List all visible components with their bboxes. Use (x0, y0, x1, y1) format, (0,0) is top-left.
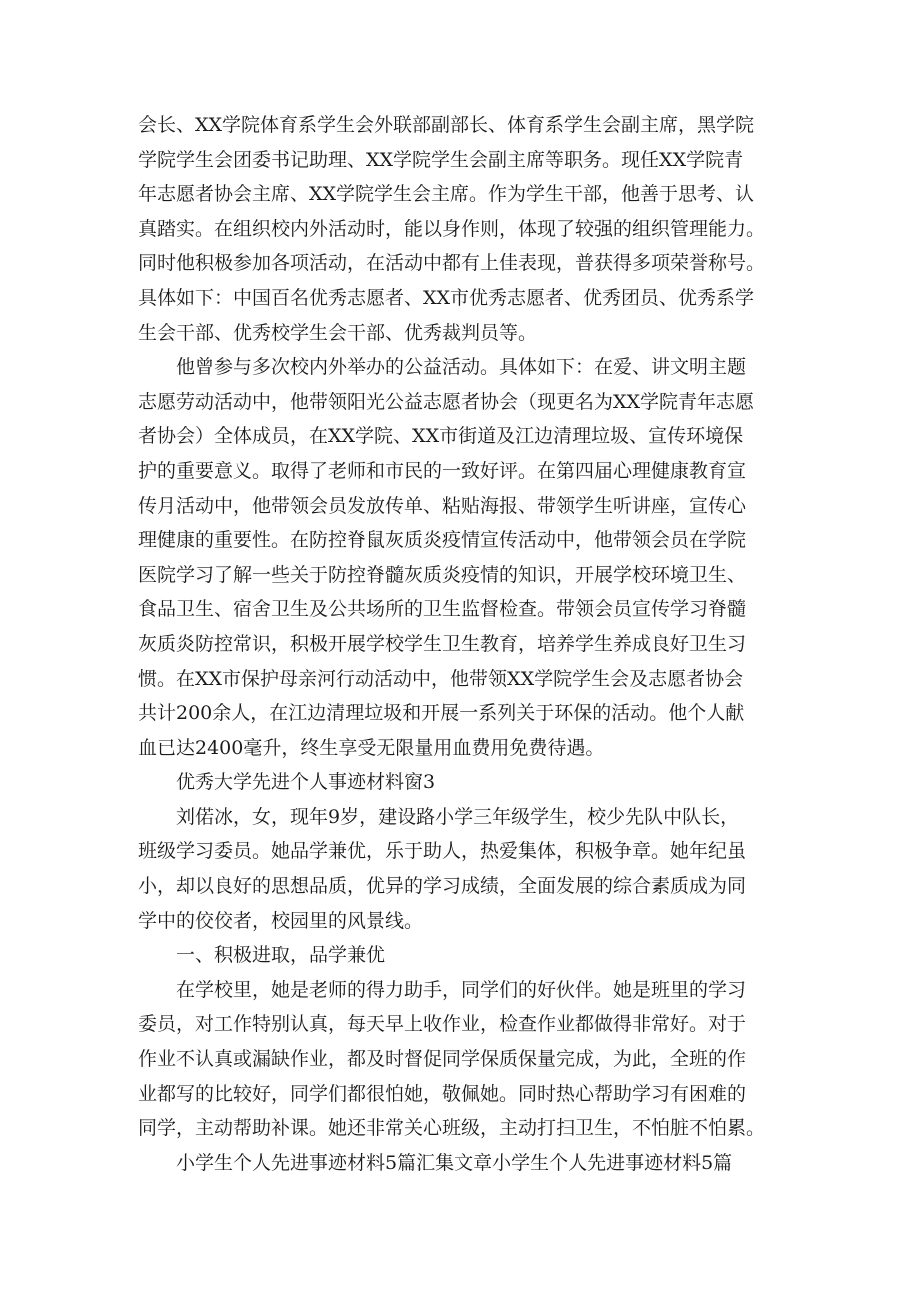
text-line: 食品卫生、宿舍卫生及公共场所的卫生监督检查。带领会员宣传学习脊髓 (138, 598, 747, 621)
text-line: 小，却以良好的思想品质，优异的学习成绩，全面发展的综合素质成为同 (138, 875, 747, 898)
text-line: 惯。在XX市保护母亲河行动活动中，他带领XX学院学生会及志愿者协会 (138, 667, 744, 690)
text-line: 同学，主动帮助补课。她还非常关心班级，主动打扫卫生，不怕脏不怕累。 (138, 1117, 766, 1140)
text-line: 学中的佼佼者，校园里的风景线。 (138, 909, 424, 932)
text-line: 真踏实。在组织校内外活动时，能以身作则，体现了较强的组织管理能力。 (138, 217, 766, 240)
text-line: 同时他积极参加各项活动，在活动中都有上佳表现，普获得多项荣誉称号。 (138, 252, 766, 275)
text-line: 在学校里，她是老师的得力助手，同学们的好伙伴。她是班里的学习 (176, 978, 747, 1001)
text-line: 共计200余人，在江边清理垃圾和开展一系列关于环保的活动。他个人献 (138, 702, 745, 725)
text-line: 学院学生会团委书记助理、XX学院学生会副主席等职务。现任XX学院青 (138, 148, 744, 171)
text-line: 刘偌冰，女，现年9岁，建设路小学三年级学生，校少先队中队长， (176, 805, 740, 828)
text-line: 小学生个人先进事迹材料5篇汇集文章小学生个人先进事迹材料5篇 (176, 1151, 733, 1174)
text-line: 作业不认真或漏缺作业，都及时督促同学保质保量完成，为此，全班的作 (138, 1048, 747, 1071)
text-line: 志愿劳动活动中，他带领阳光公益志愿者协会（现更名为XX学院青年志愿 (138, 390, 755, 413)
text-line: 生会干部、优秀校学生会干部、优秀裁判员等。 (138, 321, 538, 344)
text-line: 优秀大学先进个人事迹材料窗3 (176, 771, 436, 794)
text-line: 一、积极进取，品学兼优 (176, 944, 386, 967)
text-line: 业都写的比较好，同学们都很怕她，敬佩她。同时热心帮助学习有困难的 (138, 1082, 747, 1105)
text-line: 理健康的重要性。在防控脊鼠灰质炎疫情宣传活动中，他带领会员在学院 (138, 529, 747, 552)
text-line: 传月活动中，他带领会员发放传单、粘贴海报、带领学生听讲座，宣传心 (138, 494, 747, 517)
text-line: 会长、XX学院体育系学生会外联部副部长、体育系学生会副主席，黑学院 (138, 114, 755, 136)
text-line: 血已达2400毫升，终生享受无限量用血费用免费待遇。 (138, 736, 605, 759)
text-line: 年志愿者协会主席、XX学院学生会主席。作为学生干部，他善于思考、认 (138, 183, 755, 206)
text-line: 灰质炎防控常识，积极开展学校学生卫生教育，培养学生养成良好卫生习 (138, 632, 747, 655)
text-line: 具体如下：中国百名优秀志愿者、XX市优秀志愿者、优秀团员、优秀系学 (138, 286, 755, 309)
text-line: 者协会）全体成员，在XX学院、XX市街道及江边清理垃圾、宣传环境保 (138, 425, 744, 448)
document-body (138, 108, 798, 1180)
text-line: 他曾参与多次校内外举办的公益活动。具体如下：在爱、讲文明主题 (176, 356, 747, 379)
text-line: 委员，对工作特别认真，每天早上收作业，检查作业都做得非常好。对于 (138, 1013, 747, 1036)
text-line: 医院学习了解一些关于防控脊髓灰质炎疫情的知识，开展学校环境卫生、 (138, 563, 747, 586)
text-line: 护的重要意义。取得了老师和市民的一致好评。在第四届心理健康教育宣 (138, 459, 747, 482)
text-line: 班级学习委员。她品学兼优，乐于助人，热爱集体，积极争章。她年纪虽 (138, 840, 747, 863)
